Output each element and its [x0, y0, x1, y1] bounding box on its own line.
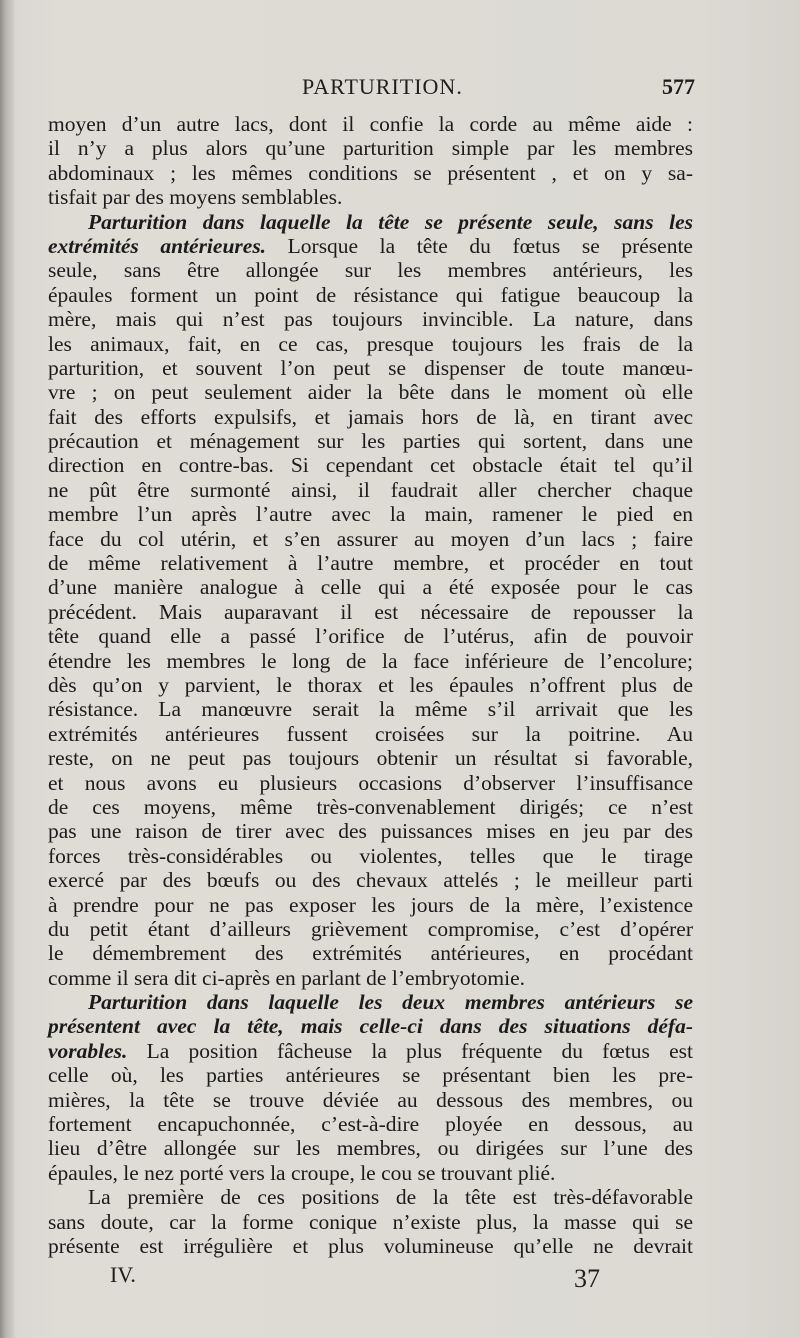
section-heading-line	[48, 990, 693, 1014]
text-line: parturition, et souvent l’on peut se dispenser de toute manœu-	[48, 355, 693, 380]
section-heading-italic: Parturition dans laquelle les deux membres antérieurs se	[88, 990, 693, 1015]
page-number: 577	[662, 74, 695, 99]
text-line: extrémités antérieures fussent croisées sur la poitrine. Au	[48, 721, 693, 746]
section-heading-line	[48, 1039, 693, 1063]
text-line: face du col utérin, et s’en assurer au moyen d’un lacs ; faire	[48, 526, 693, 551]
text-line: dès qu’on y parvient, le thorax et les épaules n’offrent plus de	[48, 672, 693, 697]
text-line: tisfait par des moyens semblables.	[48, 185, 343, 210]
text-line: précaution et ménagement sur les parties qui sortent, dans une	[48, 429, 693, 454]
running-head	[60, 70, 695, 106]
section-heading-line	[48, 234, 693, 258]
text-line: fait des efforts expulsifs, et jamais hors de là, en tirant avec	[48, 404, 693, 429]
text-line: membre l’un après l’autre avec la main, ramener le pied en	[48, 502, 693, 527]
text-line: mère, mais qui n’est pas toujours invincible. La nature, dans	[48, 307, 693, 332]
section-heading-line	[48, 1014, 693, 1038]
text-line: seule, sans être allongée sur les membres antérieurs, les	[48, 258, 693, 283]
text-line: lieu d’être allongée sur les membres, ou dirigées sur l’une des	[48, 1136, 693, 1161]
text-line: vre ; on peut seulement aider la bête dans le moment où elle	[48, 380, 693, 405]
section-heading-line	[48, 210, 693, 234]
text-line: La première de ces positions de la tête est très-défavorable	[88, 1185, 693, 1210]
running-head-title: PARTURITION.	[302, 74, 463, 99]
section-heading-italic: extrémités antérieures.	[48, 233, 267, 258]
section-heading-italic: présentent avec la tête, mais celle-ci dans des situations défa-	[48, 1014, 693, 1039]
text-run: La position fâcheuse la plus fréquente du fœtus est	[127, 1038, 693, 1063]
text-run: Lorsque la tête du fœtus se présente	[266, 233, 693, 258]
text-line: ne pût être surmonté ainsi, il faudrait aller chercher chaque	[48, 477, 693, 502]
text-line: épaules, le nez porté vers la croupe, le cou se trouvant plié.	[48, 1160, 556, 1185]
text-line: sans doute, car la forme conique n’existe plus, la masse qui se	[48, 1209, 693, 1234]
section-heading-italic: vorables.	[48, 1038, 128, 1063]
text-line: d’une manière analogue à celle qui a été exposée pour le cas	[48, 575, 693, 600]
text-line: précédent. Mais auparavant il est nécessaire de repousser la	[48, 599, 693, 624]
text-line: direction en contre-bas. Si cependant cet obstacle était tel qu’il	[48, 453, 693, 478]
text-line: présente est irrégulière et plus volumineuse qu’elle ne devrait	[48, 1233, 693, 1258]
text-line: celle où, les parties antérieures se présentant bien les pre-	[48, 1063, 693, 1088]
text-line: comme il sera dit ci-après en parlant de l’embryotomie.	[48, 965, 525, 990]
text-line: moyen d’un autre lacs, dont il confie la corde au même aide :	[48, 112, 693, 136]
text-line: à prendre pour ne pas exposer les jours de la mère, l’existence	[48, 892, 693, 917]
text-line: mières, la tête se trouve déviée au dessous des membres, ou	[48, 1087, 693, 1112]
text-line: étendre les membres le long de la face inférieure de l’encolure;	[48, 648, 693, 673]
text-line: de même relativement à l’autre membre, et procéder en tout	[48, 551, 693, 576]
text-line: résistance. La manœuvre serait la même s’il arrivait que les	[48, 697, 693, 722]
body-text	[48, 112, 693, 1258]
text-line: abdominaux ; les mêmes conditions se présentent , et on y sa-	[48, 160, 693, 185]
sheet-number: 37	[574, 1264, 600, 1293]
text-line: de ces moyens, même très-convenablement dirigés; ce n’est	[48, 794, 693, 819]
text-line: reste, on ne peut pas toujours obtenir un résultat si favorable,	[48, 746, 693, 771]
text-line: forces très-considérables ou violentes, telles que le tirage	[48, 843, 693, 868]
text-line: le démembrement des extrémités antérieures, en procédant	[48, 941, 693, 966]
section-heading-italic: Parturition dans laquelle la tête se présente seule, sans les	[88, 209, 693, 234]
text-line: il n’y a plus alors qu’une parturition simple par les membres	[48, 136, 693, 161]
text-line: pas une raison de tirer avec des puissances mises en jeu par des	[48, 819, 693, 844]
book-spine-shadow	[0, 0, 14, 1338]
page-footer	[110, 1262, 600, 1302]
text-line: exercé par des bœufs ou des chevaux attelés ; le meilleur parti	[48, 868, 693, 893]
text-line: les animaux, fait, en ce cas, presque toujours les frais de la	[48, 331, 693, 356]
text-line: du petit étant d’ailleurs grièvement compromise, c’est d’opérer	[48, 916, 693, 941]
text-line: fortement encapuchonnée, c’est-à-dire ployée en dessous, au	[48, 1112, 693, 1137]
text-line: épaules forment un point de résistance qui fatigue beaucoup la	[48, 282, 693, 307]
text-line: et nous avons eu plusieurs occasions d’observer l’insuffisance	[48, 770, 693, 795]
signature-mark: IV.	[110, 1262, 136, 1287]
text-line: tête quand elle a passé l’orifice de l’utérus, afin de pouvoir	[48, 624, 693, 649]
